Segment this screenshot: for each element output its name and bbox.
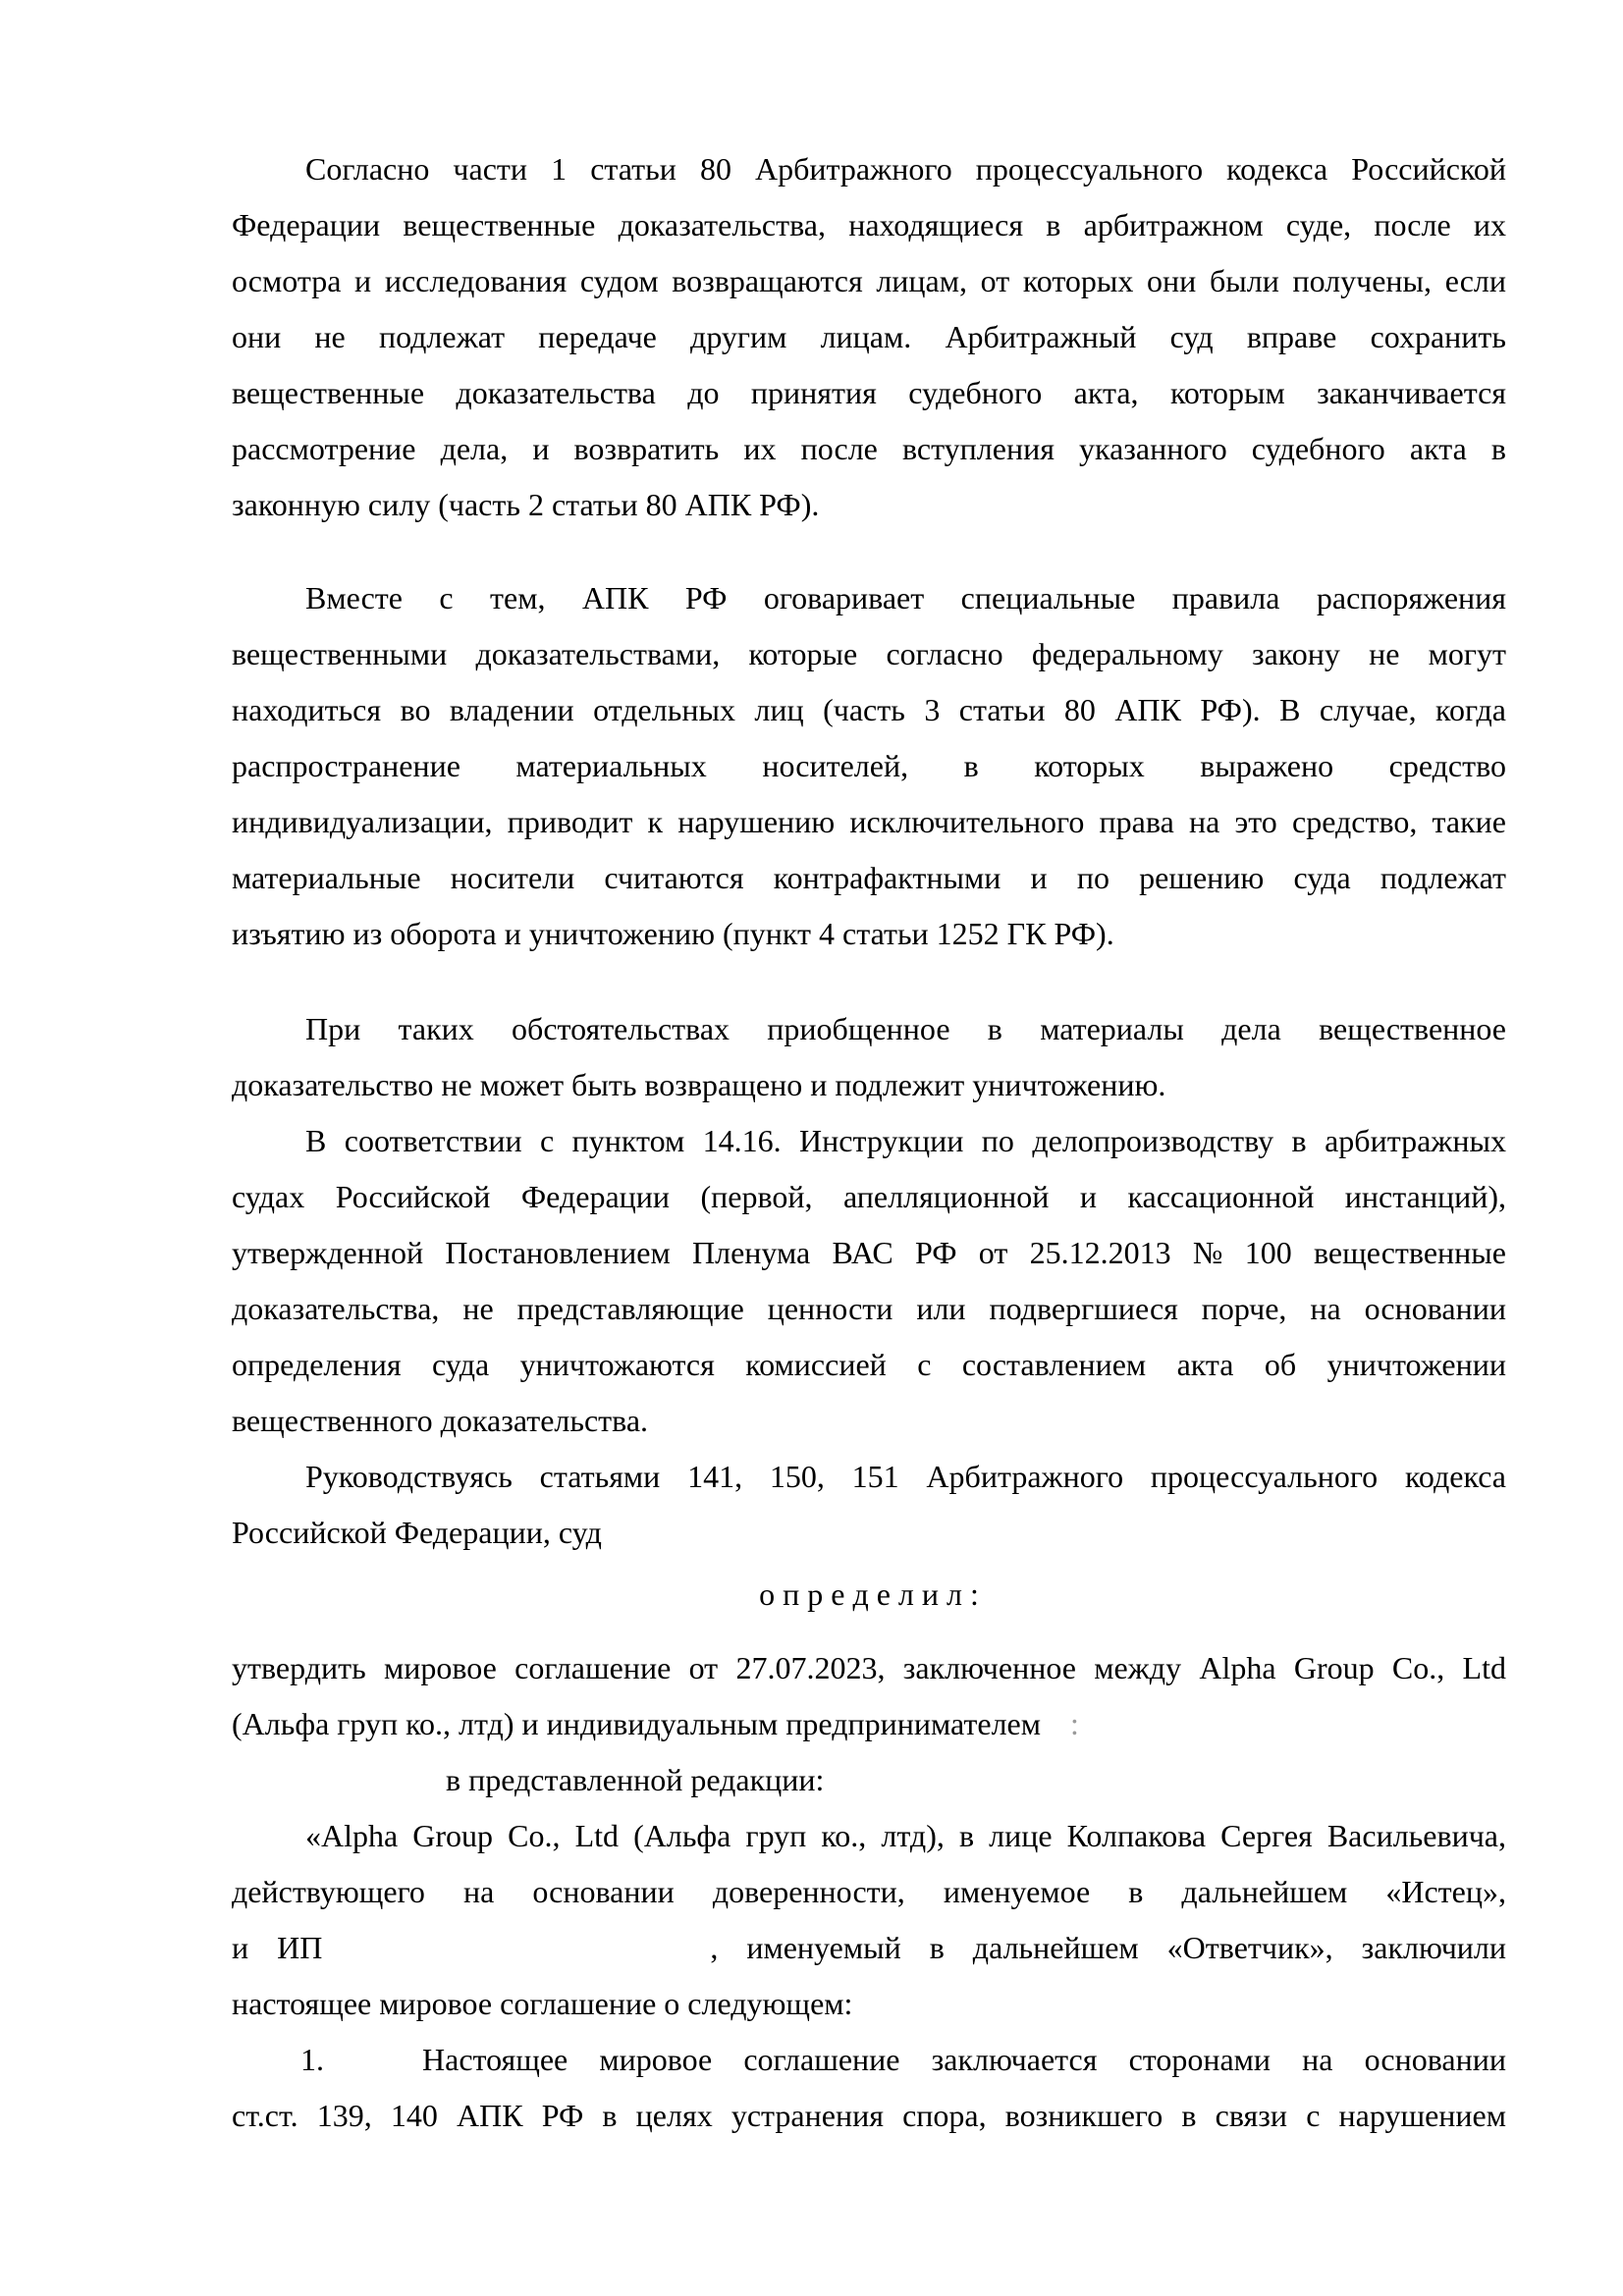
text-line-content — [232, 804, 1506, 839]
text-line-content — [232, 1706, 1079, 1741]
first-line-indent — [232, 1845, 305, 1846]
text-line-content — [232, 636, 1506, 671]
text-line-content — [232, 1011, 1506, 1046]
inline-gap — [1041, 1734, 1070, 1735]
text-run: материальные носители считаются контрафактными и по решению суда подлежат — [232, 860, 1506, 895]
text-run: осмотра и исследования судом возвращаются лицам, от которых они были получены, если — [232, 263, 1506, 298]
text-line — [232, 1808, 1506, 1864]
text-run: В соответствии с пунктом 14.16. Инструкции по делопроизводству в арбитражных — [305, 1123, 1506, 1158]
document-text-block — [232, 141, 1506, 2144]
text-line-content — [232, 431, 1506, 466]
text-line-content — [232, 1067, 1165, 1102]
text-run: , именуемый в дальнейшем «Ответчик», заключили — [710, 1930, 1507, 1965]
ruling-keyword — [232, 1567, 1506, 1623]
text-line — [232, 309, 1506, 365]
first-line-indent — [232, 1150, 305, 1151]
text-run: «Alpha Group Co., Ltd (Альфа груп ко., лтд), в лице Колпакова Сергея Васильевича, — [305, 1818, 1506, 1853]
text-line-content — [759, 1576, 979, 1612]
text-line — [232, 477, 1506, 533]
text-line-content — [232, 1986, 852, 2021]
text-line-content — [232, 207, 1506, 242]
text-run: утвердить мировое соглашение от 27.07.2023, заключенное между Alpha Group Co., Ltd — [232, 1650, 1506, 1685]
text-line — [232, 253, 1506, 309]
text-run: действующего на основании доверенности, именуемое в дальнейшем «Истец», — [232, 1874, 1506, 1909]
text-line-content — [232, 580, 1506, 615]
text-line — [232, 197, 1506, 253]
text-line-content — [446, 1762, 824, 1797]
text-line — [232, 1169, 1506, 1225]
text-line — [232, 794, 1506, 850]
text-line — [232, 850, 1506, 906]
text-run: Согласно части 1 статьи 80 Арбитражного процессуального кодекса Российской — [305, 151, 1506, 187]
text-run: судах Российской Федерации (первой, апелляционной и кассационной инстанций), — [232, 1179, 1506, 1214]
first-line-indent — [232, 179, 305, 180]
text-line-content — [232, 375, 1506, 410]
text-line-content — [232, 916, 1114, 951]
text-line-content — [232, 1291, 1506, 1326]
text-line — [232, 1449, 1506, 1505]
text-line-content — [232, 487, 819, 522]
text-line — [232, 570, 1506, 626]
text-line — [232, 1225, 1506, 1281]
text-line — [232, 1696, 1506, 1752]
text-line-content — [232, 1930, 1506, 1965]
text-line — [232, 1920, 1506, 1976]
text-line-content — [232, 151, 1506, 187]
text-line — [232, 1864, 1506, 1920]
text-line — [232, 626, 1506, 682]
text-line — [232, 2088, 1506, 2144]
text-run: вещественного доказательства. — [232, 1403, 649, 1438]
redaction-mark: : — [1069, 1706, 1079, 1741]
text-line — [232, 421, 1506, 477]
text-line-content — [232, 1235, 1506, 1270]
text-line — [232, 906, 1506, 962]
text-line-content — [232, 1347, 1506, 1382]
text-line-content — [232, 1515, 602, 1550]
text-line — [232, 1337, 1506, 1393]
text-line — [232, 1113, 1506, 1169]
text-line-content — [232, 2098, 1506, 2133]
text-line-content — [232, 319, 1506, 354]
text-run: Федерации вещественные доказательства, находящиеся в арбитражном суде, после их — [232, 207, 1506, 242]
text-line — [232, 1281, 1506, 1337]
first-line-indent — [232, 1486, 305, 1487]
text-line-content — [232, 1650, 1506, 1685]
text-run: индивидуализации, приводит к нарушению исключительного права на это средство, такие — [232, 804, 1506, 839]
text-run: они не подлежат передаче другим лицам. Арбитражный суд вправе сохранить — [232, 319, 1506, 354]
text-line-content — [232, 1179, 1506, 1214]
redacted-area — [322, 1957, 710, 1958]
text-line — [232, 1640, 1506, 1696]
text-line-content — [232, 263, 1506, 298]
text-line-content — [232, 692, 1506, 727]
text-line — [232, 1057, 1506, 1113]
text-run: вещественными доказательствами, которые согласно федеральному закону не могут — [232, 636, 1506, 671]
text-run: доказательства, не представляющие ценности или подвергшиеся порче, на основании — [232, 1291, 1506, 1326]
inline-gap — [324, 2069, 422, 2070]
text-line-content — [232, 1123, 1506, 1158]
text-line — [232, 738, 1506, 794]
text-line-content — [232, 1403, 648, 1438]
text-run: Руководствуясь статьями 141, 150, 151 Арбитражного процессуального кодекса — [305, 1459, 1506, 1494]
first-line-indent — [232, 2069, 300, 2070]
text-line-content — [232, 1874, 1506, 1909]
text-line-content — [232, 2042, 1506, 2077]
text-run: о п р е д е л и л : — [759, 1576, 979, 1612]
text-line-content — [232, 748, 1506, 783]
text-run: настоящее мировое соглашение о следующем: — [232, 1986, 853, 2021]
text-line — [232, 141, 1506, 197]
text-line — [232, 2032, 1506, 2088]
text-line — [232, 1001, 1506, 1057]
text-line — [232, 1505, 1506, 1561]
text-run: находиться во владении отдельных лиц (часть 3 статьи 80 АПК РФ). В случае, когда — [232, 692, 1506, 727]
text-line — [232, 1976, 1506, 2032]
text-line — [232, 1393, 1506, 1449]
text-run: (Альфа груп ко., лтд) и индивидуальным предпринимателем — [232, 1706, 1041, 1741]
first-line-indent — [232, 1039, 305, 1040]
text-line — [232, 1752, 1506, 1808]
text-line-content — [232, 1459, 1506, 1494]
text-run: утвержденной Постановлением Пленума ВАС РФ от 25.12.2013 № 100 вещественные — [232, 1235, 1506, 1270]
text-line-content — [232, 1818, 1506, 1853]
text-line-content — [232, 860, 1506, 895]
text-line — [232, 365, 1506, 421]
text-run: законную силу (часть 2 статьи 80 АПК РФ). — [232, 487, 820, 522]
text-line — [232, 682, 1506, 738]
text-run: определения суда уничтожаются комиссией с составлением акта об уничтожении — [232, 1347, 1506, 1382]
text-run: При таких обстоятельствах приобщенное в материалы дела вещественное — [305, 1011, 1506, 1046]
first-line-indent — [232, 608, 305, 609]
text-run: в представленной редакции: — [446, 1762, 825, 1797]
text-run: рассмотрение дела, и возвратить их после вступления указанного судебного акта в — [232, 431, 1506, 466]
text-run: Вместе с тем, АПК РФ оговаривает специальные правила распоряжения — [305, 580, 1506, 615]
text-run: распространение материальных носителей, в которых выражено средство — [232, 748, 1506, 783]
text-run: Российской Федерации, суд — [232, 1515, 602, 1550]
text-run: Настоящее мировое соглашение заключается сторонами на основании — [422, 2042, 1506, 2077]
text-run: и ИП — [232, 1930, 323, 1965]
text-run: 1. — [300, 2042, 324, 2077]
text-run: вещественные доказательства до принятия судебного акта, которым заканчивается — [232, 375, 1506, 410]
text-run: изъятию из оборота и уничтожению (пункт 4 статьи 1252 ГК РФ). — [232, 916, 1114, 951]
text-run: доказательство не может быть возвращено и подлежит уничтожению. — [232, 1067, 1166, 1102]
text-run: ст.ст. 139, 140 АПК РФ в целях устранения спора, возникшего в связи с нарушением — [232, 2098, 1506, 2133]
